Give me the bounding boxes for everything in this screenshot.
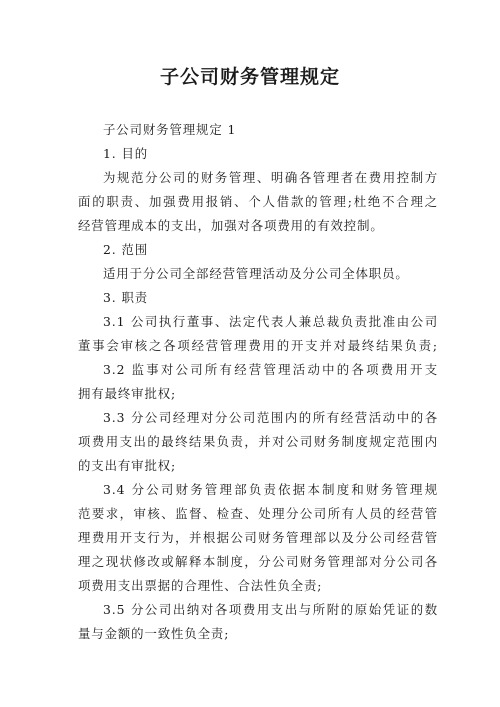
section-heading-scope: 2. 范围: [103, 242, 149, 257]
paragraph-line: 范要求，审核、监督、检查、处理分公司所有人员的经营管: [78, 506, 438, 521]
doc-subtitle: 子公司财务管理规定 1: [103, 122, 237, 137]
paragraph-line: 董事会审核之各项经营管理费用的开支并对最终结果负责;: [78, 338, 438, 353]
paragraph-line: 经营管理成本的支出，加强对各项费用的有效控制。: [78, 218, 384, 233]
paragraph-line: 3.4 分公司财务管理部负责依据本制度和财务管理规: [103, 482, 438, 497]
paragraph-line: 3.2 监事对公司所有经营管理活动中的各项费用开支: [103, 362, 438, 377]
paragraph-line: 项费用支出的最终结果负责，并对公司财务制度规定范围内: [78, 434, 438, 449]
paragraph-line: 拥有最终审批权;: [78, 386, 177, 401]
paragraph-line: 量与金额的一致性负全责;: [78, 626, 230, 641]
paragraph-line: 3.5 分公司出纳对各项费用支出与所附的原始凭证的数: [103, 602, 438, 617]
document-title: 子公司财务管理规定: [159, 66, 340, 88]
paragraph-line: 为规范分公司的财务管理、明确各管理者在费用控制方: [103, 170, 438, 185]
paragraph-line: 3.3 分公司经理对分公司范围内的所有经营活动中的各: [103, 410, 438, 425]
paragraph-line: 项费用支出票据的合理性、合法性负全责;: [78, 578, 323, 593]
paragraph-line: 适用于分公司全部经营管理活动及分公司全体职员。: [103, 266, 409, 281]
paragraph-line: 理之现状修改或解释本制度，分公司财务管理部对分公司各: [78, 554, 438, 569]
section-heading-purpose: 1. 目的: [103, 146, 149, 161]
section-heading-duties: 3. 职责: [103, 290, 149, 305]
paragraph-line: 的支出有审批权;: [78, 458, 177, 473]
paragraph-line: 理费用开支行为，并根据公司财务管理部以及分公司经营管: [78, 530, 438, 545]
paragraph-line: 面的职责、加强费用报销、个人借款的管理;杜绝不合理之: [78, 194, 438, 209]
paragraph-line: 3.1 公司执行董事、法定代表人兼总裁负责批准由公司: [103, 314, 438, 329]
